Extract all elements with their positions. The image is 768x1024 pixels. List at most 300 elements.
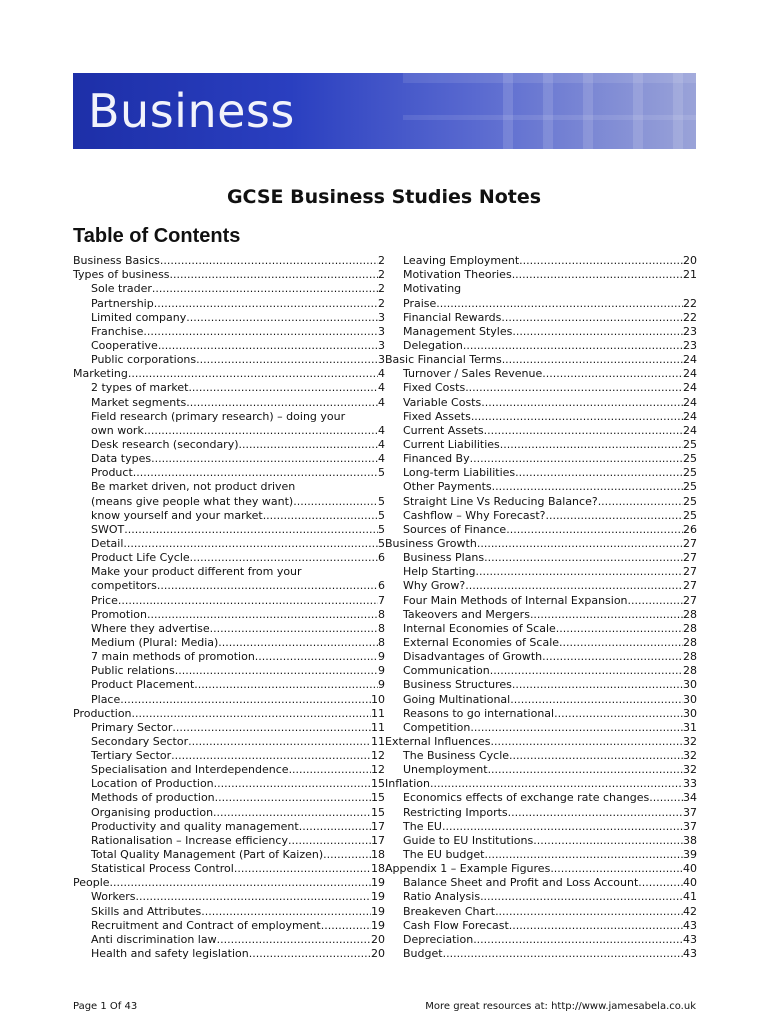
toc-entry[interactable] — [73, 834, 385, 848]
toc-leader-dots — [158, 339, 378, 353]
toc-entry[interactable] — [385, 438, 697, 452]
toc-page-number: 31 — [683, 720, 697, 734]
toc-entry[interactable] — [73, 805, 385, 819]
toc-entry[interactable] — [385, 452, 697, 466]
toc-entry-text: Communication — [403, 664, 490, 678]
toc-entry-text: Product — [91, 466, 133, 480]
toc-entry-text: Breakeven Chart — [403, 904, 496, 918]
toc-page-number: 15 — [371, 805, 385, 819]
toc-leader-dots — [559, 636, 683, 650]
toc-entry[interactable] — [73, 367, 385, 381]
toc-page-number: 28 — [683, 650, 697, 664]
toc-leader-dots — [556, 622, 683, 636]
toc-entry[interactable] — [385, 692, 697, 706]
toc-page-number: 24 — [683, 353, 697, 367]
banner-pillar — [673, 73, 683, 149]
toc-entry[interactable] — [385, 339, 697, 353]
toc-entry[interactable] — [385, 763, 697, 777]
toc-entry[interactable] — [385, 919, 697, 933]
toc-page-number: 37 — [683, 819, 697, 833]
toc-entry-text: Workers — [91, 890, 136, 904]
toc-leader-dots — [491, 735, 683, 749]
toc-page-number: 3 — [378, 338, 385, 352]
toc-entry[interactable] — [385, 565, 697, 579]
toc-entry[interactable] — [73, 296, 385, 310]
toc-entry[interactable] — [385, 904, 697, 918]
toc-entry[interactable] — [385, 707, 697, 721]
toc-entry[interactable] — [73, 820, 385, 834]
toc-entry[interactable] — [385, 466, 697, 480]
toc-page-number: 27 — [683, 536, 697, 550]
toc-entry-text: Other Payments — [403, 480, 492, 494]
toc-page-number: 25 — [683, 466, 697, 480]
toc-entry[interactable] — [73, 353, 385, 367]
toc-entry[interactable] — [73, 777, 385, 791]
toc-leader-dots — [132, 707, 371, 721]
toc-page-number: 27 — [683, 551, 697, 565]
toc-page-number: 24 — [683, 381, 697, 395]
toc-leader-dots — [157, 579, 378, 593]
toc-entry[interactable] — [73, 424, 385, 438]
toc-entry-text: Cash Flow Forecast — [403, 918, 509, 932]
toc-entry[interactable] — [73, 735, 385, 749]
toc-leader-dots — [550, 862, 683, 876]
toc-page-number: 28 — [683, 621, 697, 635]
toc-entry-text: Guide to EU Institutions — [403, 833, 534, 847]
toc-entry-text: Secondary Sector — [91, 734, 189, 748]
toc-leader-dots — [430, 777, 683, 791]
toc-page-number: 8 — [378, 635, 385, 649]
toc-page-number: 2 — [378, 282, 385, 296]
toc-leader-dots — [144, 424, 378, 438]
toc-entry[interactable] — [385, 311, 697, 325]
toc-entry-text: Sole trader — [91, 282, 152, 296]
toc-entry-text: Cooperative — [91, 338, 158, 352]
toc-leader-dots — [172, 721, 371, 735]
toc-entry-text: Help Starting — [403, 565, 476, 579]
toc-page-number: 25 — [683, 480, 697, 494]
toc-entry[interactable] — [73, 395, 385, 409]
toc-entry[interactable] — [385, 424, 697, 438]
toc-page-number: 24 — [683, 367, 697, 381]
toc-entry-text: The EU budget — [403, 848, 485, 862]
toc-leader-dots — [515, 466, 683, 480]
toc-entry-text: Financial Rewards — [403, 310, 502, 324]
toc-entry-text: Location of Production — [91, 777, 214, 791]
toc-entry[interactable] — [73, 523, 385, 537]
toc-page-number: 42 — [683, 904, 697, 918]
toc-page-number: 12 — [371, 749, 385, 763]
toc-leader-dots — [110, 876, 371, 890]
toc-page-number: 37 — [683, 805, 697, 819]
toc-entry-text: Current Assets — [403, 423, 484, 437]
toc-entry-text: Management Styles — [403, 324, 513, 338]
toc-page-number: 19 — [371, 904, 385, 918]
toc-entry[interactable] — [385, 579, 697, 593]
toc-entry-text: Make your product different from your — [91, 565, 302, 579]
toc-entry[interactable] — [73, 904, 385, 918]
toc-entry-text: Types of business — [73, 268, 170, 282]
toc-leader-dots — [484, 551, 683, 565]
toc-leader-dots — [188, 381, 378, 395]
toc-entry[interactable] — [73, 438, 385, 452]
toc-entry[interactable] — [73, 494, 385, 508]
toc-leader-dots — [443, 947, 683, 961]
toc-leader-dots — [120, 693, 371, 707]
toc-entry[interactable] — [385, 820, 697, 834]
toc-page-number: 22 — [683, 310, 697, 324]
toc-entry[interactable] — [385, 890, 697, 904]
toc-page-number: 10 — [371, 692, 385, 706]
toc-leader-dots — [133, 466, 378, 480]
toc-page-number: 40 — [683, 862, 697, 876]
toc-page-number: 17 — [371, 833, 385, 847]
toc-page-number: 6 — [378, 579, 385, 593]
toc-entry-text: Anti discrimination law — [91, 932, 217, 946]
toc-page-number: 32 — [683, 749, 697, 763]
toc-leader-dots — [288, 834, 371, 848]
toc-entry[interactable] — [73, 692, 385, 706]
toc-page-number: 24 — [683, 409, 697, 423]
toc-entry[interactable] — [385, 777, 697, 791]
toc-entry-text: Desk research (secondary) — [91, 437, 239, 451]
toc-entry-text: own work — [91, 423, 144, 437]
toc-entry-text: SWOT — [91, 522, 125, 536]
toc-entry[interactable] — [73, 551, 385, 565]
toc-leader-dots — [475, 565, 683, 579]
toc-entry-text: The Business Cycle — [403, 749, 510, 763]
toc-entry[interactable] — [385, 749, 697, 763]
toc-entry[interactable] — [385, 862, 697, 876]
toc-leader-dots — [512, 325, 683, 339]
toc-entry[interactable] — [73, 480, 385, 494]
toc-entry[interactable] — [385, 622, 697, 636]
toc-entry[interactable] — [73, 947, 385, 961]
toc-page-number: 18 — [371, 862, 385, 876]
toc-entry[interactable] — [73, 579, 385, 593]
toc-leader-dots — [128, 367, 378, 381]
toc-page-number: 19 — [371, 890, 385, 904]
toc-entry[interactable] — [73, 509, 385, 523]
toc-page-number: 11 — [371, 706, 385, 720]
toc-entry[interactable] — [73, 933, 385, 947]
toc-page-number: 8 — [378, 607, 385, 621]
toc-entry[interactable] — [385, 494, 697, 508]
toc-entry[interactable] — [385, 721, 697, 735]
toc-page-number: 4 — [378, 381, 385, 395]
toc-leader-dots — [124, 523, 378, 537]
toc-entry[interactable] — [73, 622, 385, 636]
toc-leader-dots — [323, 848, 371, 862]
toc-leader-dots — [160, 254, 378, 268]
toc-entry[interactable] — [73, 325, 385, 339]
toc-entry[interactable] — [73, 664, 385, 678]
toc-page-number: 19 — [371, 876, 385, 890]
banner-pillar — [503, 73, 513, 149]
toc-page-number: 28 — [683, 664, 697, 678]
toc-entry-text: Place — [91, 692, 121, 706]
toc-leader-dots — [143, 325, 378, 339]
toc-entry-text: Takeovers and Mergers — [403, 607, 530, 621]
toc-entry-text: Financed By — [403, 452, 470, 466]
header-banner — [73, 73, 696, 149]
toc-entry[interactable] — [385, 523, 697, 537]
toc-page-number: 28 — [683, 607, 697, 621]
toc-entry-text: Ratio Analysis — [403, 890, 481, 904]
toc-page-number: 20 — [371, 947, 385, 961]
toc-entry-text: External Economies of Scale — [403, 635, 560, 649]
toc-page-number: 40 — [683, 876, 697, 890]
toc-entry[interactable] — [73, 339, 385, 353]
toc-leader-dots — [512, 678, 683, 692]
toc-entry[interactable] — [385, 509, 697, 523]
toc-page-number: 22 — [683, 296, 697, 310]
toc-leader-dots — [477, 537, 683, 551]
toc-entry-text: Specialisation and Interdependence — [91, 763, 289, 777]
toc-page-number: 32 — [683, 763, 697, 777]
toc-entry-text: Total Quality Management (Part of Kaizen) — [91, 848, 324, 862]
toc-entry-text: Leaving Employment — [403, 254, 520, 268]
toc-entry[interactable] — [385, 848, 697, 862]
resources-link[interactable]: More great resources at: http://www.jamesabela.co.uk — [425, 1001, 696, 1012]
toc-entry-text: 2 types of market — [91, 381, 189, 395]
toc-page-number: 17 — [371, 819, 385, 833]
toc-entry[interactable] — [73, 282, 385, 296]
toc-entry[interactable] — [73, 466, 385, 480]
toc-leader-dots — [542, 367, 683, 381]
toc-entry[interactable] — [73, 311, 385, 325]
toc-entry[interactable] — [385, 636, 697, 650]
toc-entry-text: Basic Financial Terms — [385, 353, 502, 367]
toc-entry-text: Business Structures — [403, 678, 512, 692]
toc-leader-dots — [210, 622, 378, 636]
toc-leader-dots — [321, 919, 371, 933]
toc-entry-text: Current Liabilities — [403, 437, 500, 451]
toc-entry[interactable] — [385, 834, 697, 848]
toc-page-number: 11 — [371, 734, 385, 748]
toc-entry-text: Why Grow? — [403, 579, 466, 593]
toc-entry[interactable] — [73, 749, 385, 763]
toc-entry[interactable] — [385, 353, 697, 367]
toc-page-number: 20 — [371, 932, 385, 946]
toc-entry-text: Appendix 1 – Example Figures — [385, 862, 551, 876]
toc-entry-text: Delegation — [403, 338, 463, 352]
toc-leader-dots — [255, 650, 378, 664]
toc-page-number: 2 — [378, 254, 385, 268]
toc-page-number: 15 — [371, 791, 385, 805]
toc-entry-text: Skills and Attributes — [91, 904, 202, 918]
toc-page-number: 20 — [683, 254, 697, 268]
toc-entry-text: Praise — [403, 296, 437, 310]
toc-page-number: 23 — [683, 324, 697, 338]
toc-leader-dots — [519, 254, 683, 268]
toc-leader-dots — [170, 268, 378, 282]
toc-entry-text: Franchise — [91, 324, 144, 338]
toc-entry-text: Statistical Process Control — [91, 862, 234, 876]
banner-pillar — [543, 73, 553, 149]
toc-leader-dots — [239, 438, 378, 452]
toc-entry[interactable] — [385, 805, 697, 819]
toc-leader-dots — [152, 282, 378, 296]
toc-leader-dots — [171, 749, 371, 763]
toc-leader-dots — [500, 438, 683, 452]
toc-page-number: 26 — [683, 522, 697, 536]
toc-leader-dots — [234, 862, 371, 876]
toc-entry[interactable] — [73, 890, 385, 904]
toc-entry[interactable] — [385, 933, 697, 947]
toc-entry-text: People — [73, 876, 110, 890]
toc-entry-text: Fixed Assets — [403, 409, 471, 423]
toc-page-number: 9 — [378, 650, 385, 664]
toc-entry[interactable] — [73, 268, 385, 282]
toc-page-number: 9 — [378, 678, 385, 692]
toc-entry[interactable] — [385, 537, 697, 551]
toc-leader-dots — [509, 919, 683, 933]
toc-leader-dots — [188, 735, 371, 749]
toc-leader-dots — [480, 890, 683, 904]
toc-entry-text: Be market driven, not product driven — [91, 480, 296, 494]
toc-page-number: 7 — [378, 593, 385, 607]
toc-entry-text: Budget — [403, 947, 443, 961]
toc-leader-dots — [289, 763, 371, 777]
toc-leader-dots — [213, 806, 371, 820]
toc-entry-text: Marketing — [73, 367, 128, 381]
toc-entry-text: Productivity and quality management — [91, 819, 299, 833]
toc-entry[interactable] — [385, 395, 697, 409]
toc-entry[interactable] — [73, 608, 385, 622]
toc-entry-text: Competition — [403, 720, 471, 734]
toc-entry[interactable] — [385, 791, 697, 805]
toc-leader-dots — [186, 311, 378, 325]
toc-entry[interactable] — [385, 254, 697, 268]
toc-entry[interactable] — [73, 721, 385, 735]
toc-page-number: 5 — [378, 522, 385, 536]
toc-leader-dots — [151, 452, 378, 466]
toc-entry-text: Reasons to go international — [403, 706, 555, 720]
toc-entry[interactable] — [73, 650, 385, 664]
toc-page-number: 21 — [683, 268, 697, 282]
toc-entry[interactable] — [73, 565, 385, 579]
toc-entry-text: Public relations — [91, 664, 175, 678]
toc-entry[interactable] — [385, 381, 697, 395]
toc-entry[interactable] — [73, 862, 385, 876]
toc-leader-dots — [484, 848, 683, 862]
toc-entry-text: Cashflow – Why Forecast? — [403, 508, 546, 522]
toc-entry-text: Fixed Costs — [403, 381, 466, 395]
toc-entry[interactable] — [385, 268, 697, 282]
banner-title: Business — [88, 84, 295, 138]
toc-page-number: 4 — [378, 423, 385, 437]
toc-page-number: 34 — [683, 791, 697, 805]
toc-entry-text: Business Growth — [385, 536, 477, 550]
toc-entry-text: Sources of Finance — [403, 522, 507, 536]
toc-entry-text: (means give people what they want) — [91, 494, 294, 508]
toc-page-number: 3 — [378, 324, 385, 338]
toc-entry-text: Restricting Imports — [403, 805, 508, 819]
toc-page-number: 19 — [371, 918, 385, 932]
toc-page-number: 33 — [683, 777, 697, 791]
toc-entry[interactable] — [385, 480, 697, 494]
toc-entry[interactable] — [73, 848, 385, 862]
toc-page-number: 9 — [378, 664, 385, 678]
toc-entry[interactable] — [385, 593, 697, 607]
toc-page-number: 27 — [683, 593, 697, 607]
toc-leader-dots — [465, 579, 683, 593]
toc-entry[interactable] — [385, 296, 697, 310]
toc-entry[interactable] — [73, 707, 385, 721]
toc-entry[interactable] — [73, 791, 385, 805]
toc-entry[interactable] — [385, 608, 697, 622]
toc-entry[interactable] — [385, 282, 697, 296]
toc-page-number: 6 — [378, 551, 385, 565]
toc-entry-text: External Influences — [385, 734, 491, 748]
toc-page-number: 4 — [378, 395, 385, 409]
toc-leader-dots — [442, 820, 683, 834]
toc-page-number: 25 — [683, 437, 697, 451]
toc-page-number: 4 — [378, 437, 385, 451]
toc-leader-dots — [194, 678, 378, 692]
toc-left-column — [73, 254, 385, 961]
toc-entry[interactable] — [385, 735, 697, 749]
toc-entry[interactable] — [73, 636, 385, 650]
toc-leader-dots — [147, 608, 378, 622]
toc-leader-dots — [554, 707, 683, 721]
toc-entry[interactable] — [385, 947, 697, 961]
toc-entry-text: Depreciation — [403, 932, 474, 946]
toc-entry[interactable] — [73, 381, 385, 395]
toc-entry[interactable] — [73, 919, 385, 933]
toc-page-number: 25 — [683, 508, 697, 522]
toc-entry[interactable] — [73, 537, 385, 551]
toc-entry[interactable] — [385, 367, 697, 381]
toc-page-number: 5 — [378, 494, 385, 508]
toc-leader-dots — [501, 311, 683, 325]
toc-entry[interactable] — [385, 325, 697, 339]
toc-entry[interactable] — [385, 650, 697, 664]
toc-entry[interactable] — [73, 763, 385, 777]
toc-entry[interactable] — [73, 876, 385, 890]
toc-page-number: 39 — [683, 848, 697, 862]
toc-entry[interactable] — [385, 551, 697, 565]
toc-page-number: 27 — [683, 579, 697, 593]
toc-entry-text: Promotion — [91, 607, 147, 621]
toc-page-number: 43 — [683, 947, 697, 961]
toc-page-number: 27 — [683, 565, 697, 579]
toc-leader-dots — [465, 381, 683, 395]
toc-entry[interactable] — [385, 678, 697, 692]
toc-leader-dots — [263, 509, 378, 523]
toc-entry-text: Product Life Cycle — [91, 551, 190, 565]
banner-pillar — [633, 73, 643, 149]
toc-page-number: 43 — [683, 932, 697, 946]
toc-entry[interactable] — [73, 254, 385, 268]
toc-entry[interactable] — [385, 876, 697, 890]
toc-entry[interactable] — [385, 664, 697, 678]
toc-entry[interactable] — [73, 678, 385, 692]
toc-entry[interactable] — [73, 410, 385, 424]
toc-leader-dots — [471, 410, 683, 424]
toc-entry[interactable] — [385, 410, 697, 424]
toc-entry[interactable] — [73, 452, 385, 466]
toc-leader-dots — [201, 905, 371, 919]
toc-leader-dots — [154, 297, 378, 311]
toc-leader-dots — [118, 594, 378, 608]
toc-leader-dots — [470, 452, 683, 466]
toc-entry-text: Disadvantages of Growth — [403, 650, 543, 664]
toc-entry[interactable] — [73, 593, 385, 607]
toc-leader-dots — [175, 664, 378, 678]
toc-entry-text: Motivation Theories — [403, 268, 512, 282]
